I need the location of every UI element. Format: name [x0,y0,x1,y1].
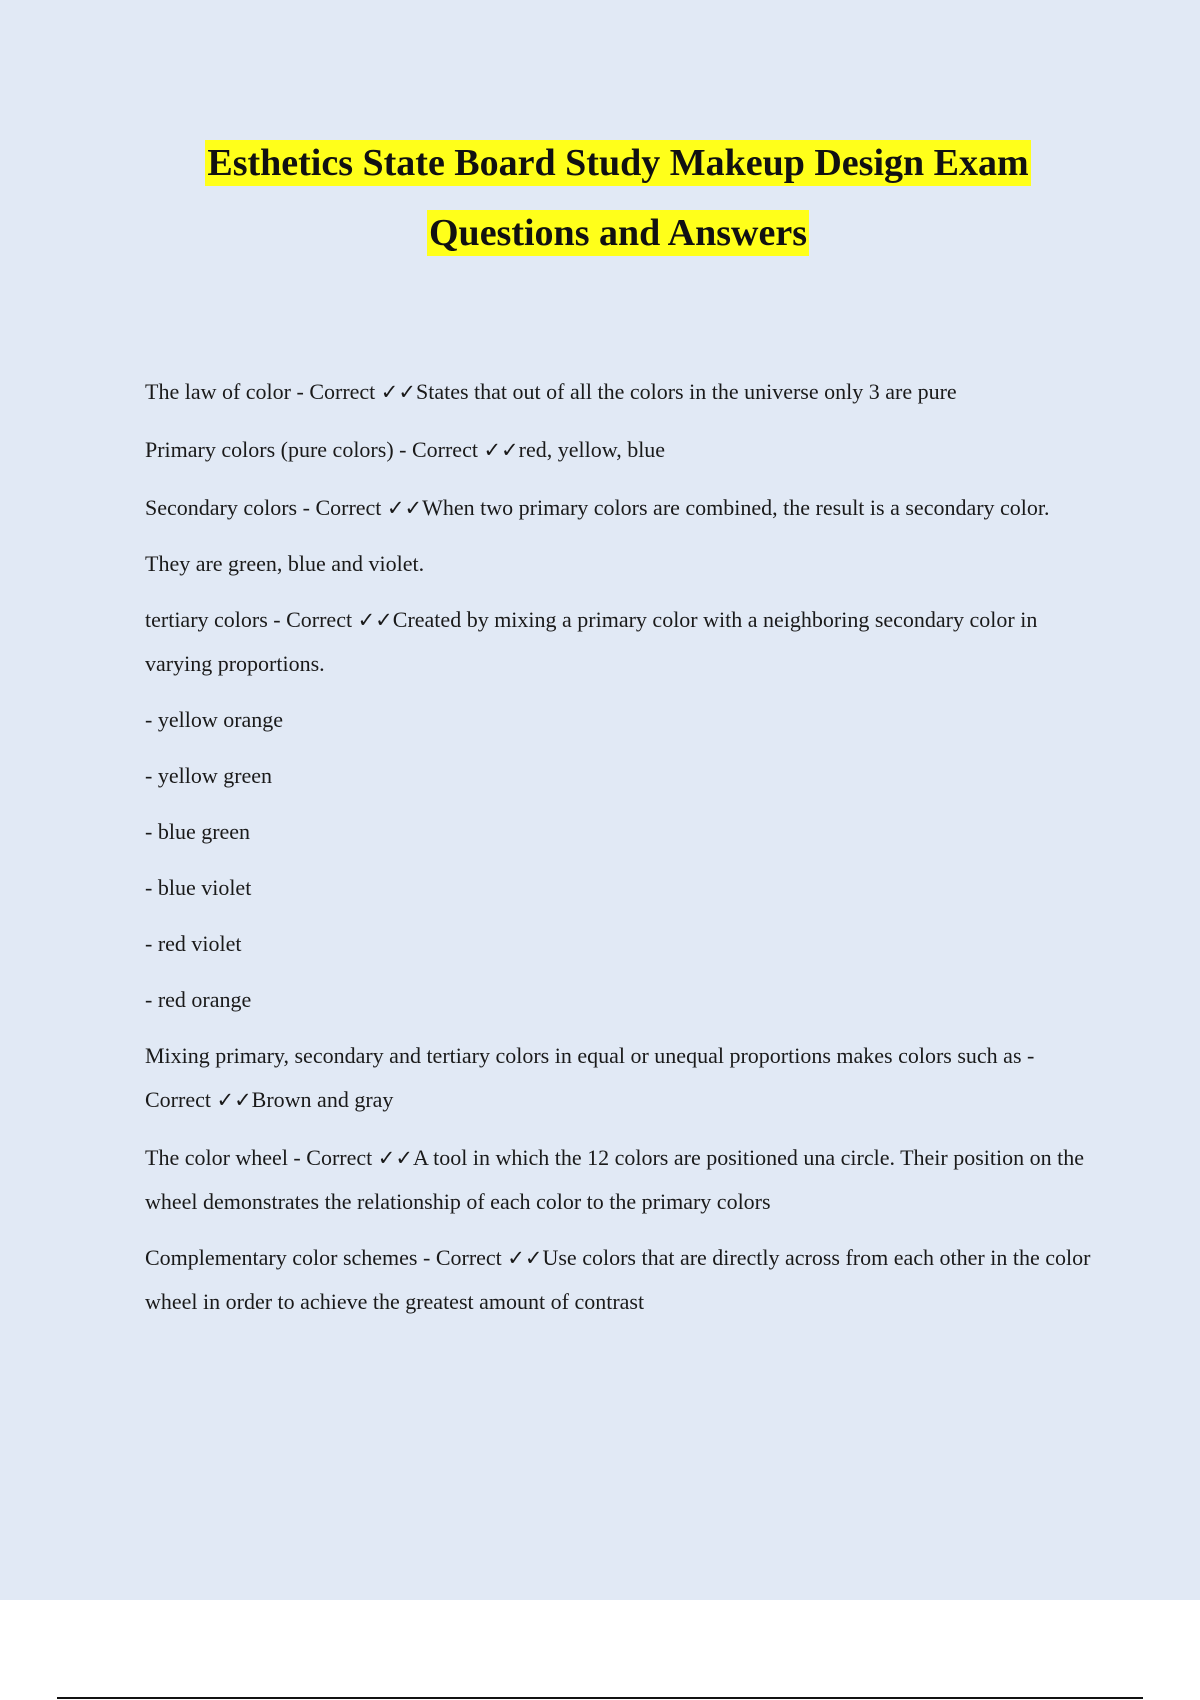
double-check-icon: ✓✓ [380,380,416,404]
answer-text: States that out of all the colors in the universe only 3 are pure [416,379,957,404]
double-check-icon: ✓✓ [377,1146,413,1170]
answer-text: When two primary colors are combined, the result is a secondary color. [422,495,1050,520]
correct-marker: Correct [145,1087,217,1112]
qa-item [145,428,1095,472]
question-text: Complementary color schemes - [145,1245,436,1270]
list-item: - blue violet [145,875,252,900]
correct-marker: Correct [435,1245,508,1270]
double-check-icon: ✓✓ [386,496,423,520]
correct-marker: Correct [309,379,381,404]
list-item: - yellow orange [145,707,284,732]
list-item: - blue green [145,819,251,844]
question-text: Primary colors (pure colors) - [145,437,412,462]
question-text: Secondary colors - [145,495,316,520]
double-check-icon: ✓✓ [357,608,393,632]
qa-item [145,486,1095,530]
answer-text: Use colors that are directly across from each other in the color wheel in order to achieve the greatest amount of contrast [145,1245,1091,1314]
correct-marker: Correct [315,495,387,520]
question-text: The color wheel - [145,1145,307,1170]
correct-marker: Correct [306,1145,378,1170]
correct-marker: Correct [411,437,484,462]
double-check-icon: ✓✓ [216,1088,252,1112]
qa-item [145,1236,1095,1324]
qa-list [145,370,1095,1324]
double-check-icon: ✓✓ [507,1246,543,1270]
answer-text: Brown and gray [251,1087,394,1112]
double-check-icon: ✓✓ [483,438,519,462]
list-item: - yellow green [145,763,273,788]
title-line-1: Esthetics State Board Study Makeup Design Exam [207,142,1029,184]
qa-item [145,598,1095,686]
document-title [0,140,1200,280]
answer-text: red, yellow, blue [518,437,666,462]
correct-marker: Correct [286,607,358,632]
title-line-2: Questions and Answers [429,212,807,254]
question-text: The law of color - [145,379,310,404]
qa-item [145,1034,1095,1122]
list-item: - red orange [145,987,252,1012]
footer-divider [57,1697,1143,1699]
answer-text: Created by mixing a primary color with a neighboring secondary color in varying proportions. [145,607,1038,676]
text-line: They are green, blue and violet. [145,551,425,576]
list-item: - red violet [145,931,242,956]
qa-item [145,1136,1095,1224]
question-text: tertiary colors - [145,607,287,632]
answer-text: A tool in which the 12 colors are positioned una circle. Their position on the wheel demonstrates the relationship of each color to the primary colors [145,1145,1085,1214]
qa-item [145,370,1095,414]
question-text: Mixing primary, secondary and tertiary colors in equal or unequal proportions makes colors such as - [145,1043,1035,1068]
